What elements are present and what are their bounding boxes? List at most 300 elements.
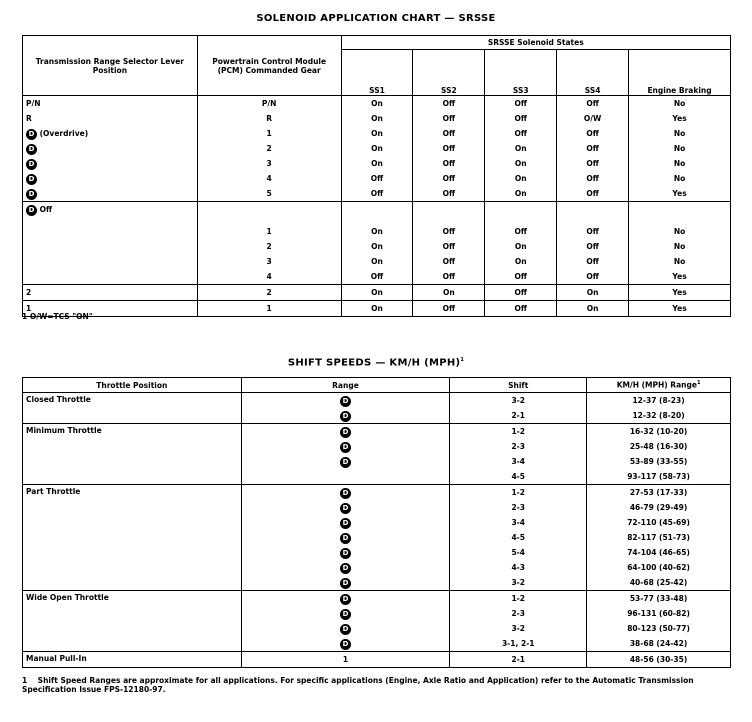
cell-engine-text: No (673, 159, 686, 168)
cell-ss2-text: Off (442, 189, 456, 198)
cell-ss1-text: On (371, 144, 383, 153)
cell-ss2-text: Off (442, 242, 456, 251)
lever-position-line (26, 285, 194, 300)
cell-range (241, 393, 450, 424)
cell-range-line (245, 606, 447, 621)
shift-speeds-table (22, 377, 731, 668)
cell-shift (450, 424, 587, 485)
throttle-position-text: Closed Throttle (26, 395, 91, 404)
cell-kmh-line (590, 652, 727, 667)
cell-ss3-line (488, 171, 553, 186)
cell-engine (629, 202, 731, 285)
cell-ss4-text: O/W (583, 114, 602, 123)
table-row (23, 591, 731, 652)
cell-kmh-text: 40-68 (25-42) (629, 578, 688, 587)
lever-position-line (26, 141, 194, 156)
table-row (23, 485, 731, 591)
cell-ss4-line (560, 141, 625, 156)
table-row (23, 393, 731, 424)
cell-gear-text: 1 (266, 227, 272, 236)
cell-ss4 (557, 301, 629, 317)
cell-gear-line (201, 126, 338, 141)
cell-ss3-line (488, 141, 553, 156)
cell-kmh-line (590, 575, 727, 590)
cell-ss1-text: Off (370, 272, 384, 281)
cell-gear-text: 5 (266, 189, 272, 198)
cell-ss2 (413, 301, 485, 317)
cell-shift-line (453, 575, 583, 590)
drive-symbol-icon: D (340, 442, 351, 453)
cell-shift-text: 2-1 (511, 655, 525, 664)
table-row (23, 424, 731, 485)
cell-shift-text: 2-3 (511, 503, 525, 512)
cell-kmh-text: 96-131 (60-82) (627, 609, 690, 618)
cell-ss3-line (488, 111, 553, 126)
cell-ss3 (485, 96, 557, 202)
cell-engine-text: No (673, 227, 686, 236)
cell-engine-line (632, 96, 727, 111)
cell-shift-line (453, 652, 583, 667)
cell-ss4-line (560, 239, 625, 254)
cell-kmh-text: 48-56 (30-35) (629, 655, 688, 664)
cell-gear-text: 4 (266, 272, 272, 281)
cell-ss2-text: Off (442, 159, 456, 168)
cell-shift-line (453, 485, 583, 500)
cell-ss2-line (416, 171, 481, 186)
cell-ss2-text: Off (442, 304, 456, 313)
cell-engine-text: No (673, 174, 686, 183)
lever-position-text: P/N (26, 99, 41, 108)
cell-ss1-text: On (371, 99, 383, 108)
cell-ss1-text: On (371, 242, 383, 251)
cell-shift-text: 3-4 (511, 518, 525, 527)
cell-shift-line (453, 500, 583, 515)
cell-ss2-text: Off (442, 174, 456, 183)
drive-symbol-icon: D (340, 594, 351, 605)
cell-ss1-line (345, 285, 410, 300)
cell-ss3-text: Off (514, 129, 527, 138)
cell-kmh-text: 64-100 (40-62) (627, 563, 690, 572)
cell-gear (197, 202, 341, 285)
drive-symbol-icon: D (340, 488, 351, 499)
cell-ss1-line (345, 224, 410, 239)
cell-ss1-line (345, 254, 410, 269)
cell-gear-line (201, 239, 338, 254)
drive-symbol-icon: D (340, 624, 351, 635)
cell-engine-text: Yes (672, 189, 687, 198)
cell-kmh-line (590, 606, 727, 621)
cell-ss1-text: Off (370, 174, 384, 183)
cell-shift-text: 1-2 (511, 427, 525, 436)
lever-position-line (26, 96, 194, 111)
cell-kmh-line (590, 469, 727, 484)
cell-ss2-text: Off (442, 227, 456, 236)
cell-ss4-text: On (586, 304, 599, 313)
cell-kmh-line (590, 500, 727, 515)
cell-ss2-line (416, 96, 481, 111)
cell-ss4-text: Off (586, 227, 599, 236)
cell-shift-text: 2-3 (511, 609, 525, 618)
cell-ss4-line (560, 111, 625, 126)
cell-kmh (587, 424, 731, 485)
cell-range-line (245, 621, 447, 636)
cell-shift-text: 4-5 (511, 472, 525, 481)
col-ss1: SS1 (341, 50, 413, 96)
cell-ss1-line (345, 156, 410, 171)
cell-engine-line (632, 285, 727, 300)
lever-position (23, 285, 198, 301)
cell-ss2-line (416, 301, 481, 316)
cell-ss3-line (488, 186, 553, 201)
cell-ss2-text: Off (442, 114, 456, 123)
cell-ss4 (557, 96, 629, 202)
drive-symbol-icon: D (26, 159, 37, 170)
col-ss3: SS3 (485, 50, 557, 96)
lever-position-line (26, 171, 194, 186)
cell-shift-line (453, 408, 583, 423)
cell-gear-line (201, 111, 338, 126)
cell-kmh-text: 16-32 (10-20) (629, 427, 688, 436)
cell-ss4-text: Off (586, 272, 599, 281)
col-ss2: SS2 (413, 50, 485, 96)
throttle-position-text: Wide Open Throttle (26, 593, 109, 602)
shift-footnote: 1 Shift Speed Ranges are approximate for all applications. For specific applications (Engine, Axle Ratio and Application) refer to the Automatic Transmission Specification Issue FPS-12180-97. (22, 676, 694, 694)
cell-ss3-line (488, 301, 553, 316)
cell-ss2-line (416, 269, 481, 284)
cell-engine-line (632, 186, 727, 201)
cell-kmh-text: 46-79 (29-49) (629, 503, 688, 512)
cell-ss2-line (416, 186, 481, 201)
cell-gear (197, 96, 341, 202)
cell-shift (450, 393, 587, 424)
cell-shift-text: 3-2 (511, 396, 525, 405)
cell-engine-text: Yes (672, 272, 687, 281)
col-engine-braking: Engine Braking (629, 50, 731, 96)
cell-ss3-text: Off (514, 114, 527, 123)
cell-range-line (245, 469, 447, 484)
cell-kmh-text: 27-53 (17-33) (629, 488, 688, 497)
cell-ss2-text: Off (442, 129, 456, 138)
cell-ss2 (413, 202, 485, 285)
throttle-position-text: Part Throttle (26, 487, 81, 496)
cell-ss4-text: Off (586, 174, 599, 183)
cell-shift-line (453, 424, 583, 439)
cell-ss2-text: On (443, 288, 455, 297)
cell-ss2-line (416, 141, 481, 156)
col-lever-position: Transmission Range Selector Lever Position (23, 36, 198, 96)
drive-symbol-icon: D (340, 457, 351, 468)
cell-range (241, 424, 450, 485)
cell-ss2-line (416, 111, 481, 126)
cell-ss3-line (488, 269, 553, 284)
cell-kmh-line (590, 424, 727, 439)
cell-ss2-line (416, 156, 481, 171)
cell-engine-line (632, 141, 727, 156)
cell-kmh-text: 72-110 (45-69) (627, 518, 690, 527)
drive-symbol-icon: D (340, 503, 351, 514)
cell-ss1-text: Off (370, 189, 384, 198)
drive-symbol-icon: D (26, 144, 37, 155)
cell-ss2-text: Off (442, 99, 456, 108)
cell-range (241, 485, 450, 591)
drive-symbol-icon: D (340, 533, 351, 544)
lever-position-text: 2 (26, 288, 32, 297)
cell-ss1-line (345, 111, 410, 126)
table-row (23, 96, 731, 202)
cell-ss2-text: Off (442, 257, 456, 266)
cell-range-line (245, 485, 447, 500)
cell-shift-text: 5-4 (511, 548, 525, 557)
cell-engine-line (632, 301, 727, 316)
cell-ss3-text: Off (514, 272, 527, 281)
throttle-position (23, 393, 242, 424)
cell-ss3 (485, 285, 557, 301)
cell-ss1-line (345, 269, 410, 284)
col-ss4: SS4 (557, 50, 629, 96)
lever-position-line (26, 156, 194, 171)
col-kmh-range: KM/H (MPH) Range$^1$ (587, 378, 731, 393)
cell-ss1-text: On (371, 227, 383, 236)
cell-engine-text: No (673, 99, 686, 108)
cell-ss4-text: On (586, 288, 599, 297)
cell-kmh-text: 53-89 (33-55) (629, 457, 688, 466)
cell-shift-line (453, 393, 583, 408)
cell-kmh (587, 591, 731, 652)
cell-shift-text: 1-2 (511, 594, 525, 603)
cell-ss3 (485, 301, 557, 317)
cell-ss2-text: Off (442, 272, 456, 281)
cell-range-line (245, 439, 447, 454)
table-row (23, 301, 731, 317)
table-row (23, 285, 731, 301)
cell-gear-line (201, 285, 338, 300)
cell-range-line (245, 530, 447, 545)
cell-gear-line (201, 224, 338, 239)
cell-ss2-line (416, 285, 481, 300)
cell-ss3-line (488, 96, 553, 111)
cell-ss1-text: On (371, 257, 383, 266)
cell-shift-line (453, 515, 583, 530)
cell-kmh-line (590, 439, 727, 454)
cell-ss4-text: Off (586, 129, 599, 138)
cell-shift-line (453, 591, 583, 606)
cell-ss4-line (560, 171, 625, 186)
range-text: 1 (342, 655, 349, 664)
cell-ss1-text: On (371, 288, 383, 297)
cell-range (241, 591, 450, 652)
cell-kmh-text: 25-48 (16-30) (629, 442, 688, 451)
cell-shift-line (453, 606, 583, 621)
cell-kmh-text: 74-104 (46-65) (627, 548, 690, 557)
cell-gear-text: R (266, 114, 273, 123)
cell-kmh-text: 12-32 (8-20) (632, 411, 685, 420)
cell-range-line (245, 408, 447, 423)
cell-ss3-line (488, 254, 553, 269)
cell-range-line (245, 515, 447, 530)
cell-kmh-line (590, 545, 727, 560)
drive-symbol-icon: D (340, 578, 351, 589)
cell-ss3-text: On (514, 242, 527, 251)
cell-shift-line (453, 621, 583, 636)
drive-symbol-icon: D (340, 609, 351, 620)
cell-engine (629, 301, 731, 317)
cell-ss4-text: Off (586, 159, 599, 168)
drive-symbol-icon: D (26, 129, 37, 140)
cell-gear-line (201, 269, 338, 284)
cell-shift-line (453, 530, 583, 545)
cell-gear-text: 2 (266, 242, 272, 251)
cell-ss4-line (560, 156, 625, 171)
cell-ss4-line (560, 269, 625, 284)
cell-ss1-line (345, 126, 410, 141)
cell-engine-line (632, 111, 727, 126)
drive-symbol-icon: D (340, 411, 351, 422)
cell-gear-line (201, 254, 338, 269)
lever-position-text: (Overdrive) (39, 129, 89, 138)
cell-kmh-line (590, 515, 727, 530)
lever-position-text: 1 (26, 304, 32, 313)
cell-ss1-text: On (371, 159, 383, 168)
lever-position-line (26, 202, 194, 217)
cell-shift-text: 3-4 (511, 457, 525, 466)
cell-shift-text: 1-2 (511, 488, 525, 497)
cell-ss2-line (416, 224, 481, 239)
throttle-position (23, 591, 242, 652)
cell-range-line (245, 454, 447, 469)
cell-kmh-line (590, 454, 727, 469)
cell-ss1-line (345, 96, 410, 111)
table-row (23, 202, 731, 285)
cell-kmh (587, 393, 731, 424)
cell-shift-line (453, 636, 583, 651)
cell-kmh-line (590, 591, 727, 606)
cell-shift-text: 4-3 (511, 563, 525, 572)
cell-range-line (245, 560, 447, 575)
cell-ss4 (557, 202, 629, 285)
col-throttle-position: Throttle Position (23, 378, 242, 393)
cell-ss4-line (560, 96, 625, 111)
solenoid-footnote: 1 O/W=TCS "ON" (22, 312, 93, 321)
cell-ss1-line (345, 301, 410, 316)
cell-engine-line (632, 269, 727, 284)
cell-ss3 (485, 202, 557, 285)
cell-shift-text: 2-1 (511, 411, 525, 420)
cell-kmh-text: 12-37 (8-23) (632, 396, 685, 405)
cell-engine-text: Yes (672, 114, 687, 123)
cell-ss3-text: Off (514, 304, 527, 313)
cell-range-line (245, 636, 447, 651)
drive-symbol-icon: D (340, 563, 351, 574)
drive-symbol-icon: D (340, 548, 351, 559)
cell-ss4-line (560, 254, 625, 269)
lever-position (23, 96, 198, 202)
cell-ss3-text: On (514, 159, 527, 168)
cell-engine-line (632, 126, 727, 141)
cell-gear-text: 1 (266, 129, 272, 138)
cell-kmh-text: 53-77 (33-48) (629, 594, 688, 603)
col-shift: Shift (450, 378, 587, 393)
cell-ss2-line (416, 239, 481, 254)
cell-shift-line (453, 560, 583, 575)
table-row (23, 652, 731, 668)
cell-kmh-text: 93-117 (58-73) (627, 472, 690, 481)
cell-ss3-text: Off (514, 99, 527, 108)
cell-ss2 (413, 285, 485, 301)
cell-ss4 (557, 285, 629, 301)
solenoid-states-header: SRSSE Solenoid States (341, 36, 730, 50)
cell-gear-text: 4 (266, 174, 272, 183)
cell-shift-text: 4-5 (511, 533, 525, 542)
cell-shift-line (453, 469, 583, 484)
cell-shift-line (453, 454, 583, 469)
cell-range-line (245, 424, 447, 439)
cell-ss1-text: On (371, 129, 383, 138)
cell-ss2-text: Off (442, 144, 456, 153)
solenoid-table (22, 35, 731, 317)
cell-kmh-line (590, 485, 727, 500)
cell-shift-text: 3-1, 2-1 (501, 639, 535, 648)
cell-gear-line (201, 186, 338, 201)
cell-engine-line (632, 171, 727, 186)
cell-engine-line (632, 156, 727, 171)
cell-ss1 (341, 96, 413, 202)
cell-ss3-line (488, 126, 553, 141)
cell-ss4-line (560, 224, 625, 239)
drive-symbol-icon: D (340, 518, 351, 529)
drive-symbol-icon: D (340, 639, 351, 650)
lever-position-line (26, 186, 194, 201)
cell-engine-text: No (673, 129, 686, 138)
drive-symbol-icon: D (340, 427, 351, 438)
cell-ss4-text: Off (586, 242, 599, 251)
cell-kmh-line (590, 560, 727, 575)
cell-range-line (245, 591, 447, 606)
cell-ss4-text: Off (586, 189, 599, 198)
cell-ss3-line (488, 224, 553, 239)
cell-gear-line (201, 141, 338, 156)
cell-shift-text: 3-2 (511, 624, 525, 633)
cell-ss1 (341, 301, 413, 317)
cell-kmh-line (590, 636, 727, 651)
lever-position-line (26, 111, 194, 126)
cell-engine (629, 285, 731, 301)
cell-kmh-text: 80-123 (50-77) (627, 624, 690, 633)
cell-ss3-text: On (514, 189, 527, 198)
cell-ss1-text: On (371, 114, 383, 123)
cell-ss2-line (416, 126, 481, 141)
cell-gear (197, 285, 341, 301)
cell-kmh-text: 82-117 (51-73) (627, 533, 690, 542)
cell-gear-text: 3 (266, 159, 272, 168)
throttle-position (23, 652, 242, 668)
throttle-position (23, 424, 242, 485)
drive-symbol-icon: D (26, 189, 37, 200)
cell-kmh-line (590, 530, 727, 545)
cell-engine-line (632, 224, 727, 239)
drive-symbol-icon: D (26, 205, 37, 216)
cell-shift (450, 652, 587, 668)
cell-ss3-text: Off (514, 288, 527, 297)
cell-engine-text: No (673, 242, 686, 251)
cell-shift (450, 591, 587, 652)
cell-ss1 (341, 202, 413, 285)
cell-gear-line (201, 156, 338, 171)
cell-range-line (245, 575, 447, 590)
cell-ss4-line (560, 285, 625, 300)
cell-ss3-text: Off (514, 227, 527, 236)
cell-kmh-line (590, 408, 727, 423)
col-pcm-gear: Powertrain Control Module (PCM) Commanded Gear (197, 36, 341, 96)
